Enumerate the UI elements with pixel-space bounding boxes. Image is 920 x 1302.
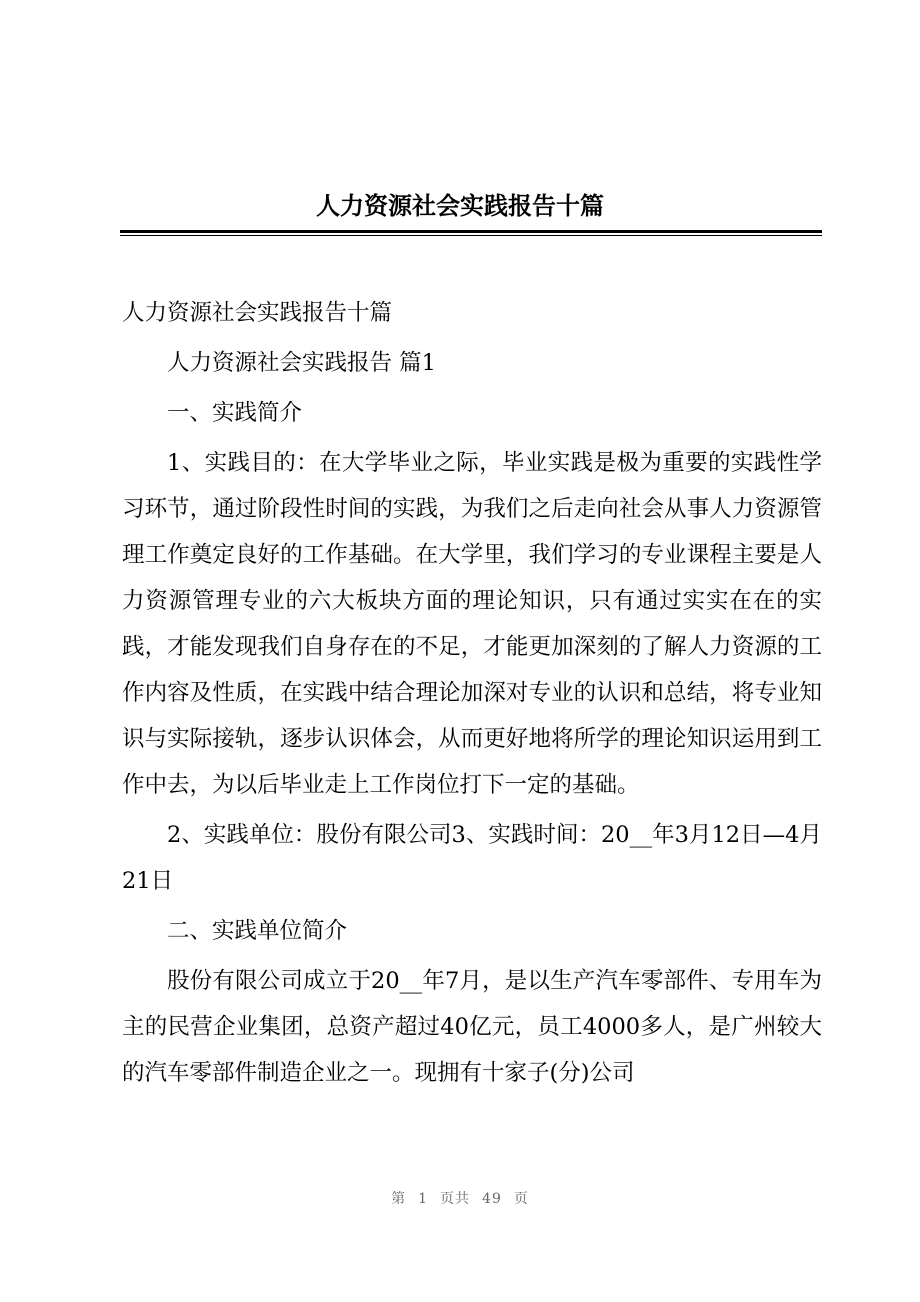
document-body <box>122 290 822 1100</box>
footer-middle: 页共 <box>440 1191 471 1207</box>
footer-suffix: 页 <box>513 1191 529 1207</box>
page-footer <box>0 1188 920 1208</box>
title-rule-thick <box>120 230 822 233</box>
paragraph-subtitle: 人力资源社会实践报告 篇1 <box>167 350 436 376</box>
paragraph-company: 股份有限公司成立于20__年7月，是以生产汽车零部件、专用车为主的民营企业集团，总资产超过40亿元，员工4000多人，是广州较大的汽车零部件制造企业之一。现拥有十家子(分)公司 <box>122 968 822 1086</box>
footer-total-pages: 49 <box>482 1191 502 1207</box>
footer-prefix: 第 <box>391 1191 407 1207</box>
section-heading-2: 二、实践单位简介 <box>167 918 348 944</box>
section-heading-1: 一、实践简介 <box>167 400 303 426</box>
paragraph-purpose: 1、实践目的：在大学毕业之际，毕业实践是极为重要的实践性学习环节，通过阶段性时间的实践，为我们之后走向社会从事人力资源管理工作奠定良好的工作基础。在大学里，我们学习的专业课程主要是人力资源管理专业的六大板块方面的理论知识，只有通过实实在在的实践，才能发现我们自身存在的不足，才能更加深刻的了解人力资源的工作内容及性质，在实践中结合理论加深对专业的认识和总结，将专业知识与实际接轨，逐步认识体会，从而更好地将所学的理论知识运用到工作中去，为以后毕业走上工作岗位打下一定的基础。 <box>122 450 822 798</box>
paragraph-unit-time: 2、实践单位：股份有限公司3、实践时间：20__年3月12日—4月21日 <box>122 822 822 894</box>
footer-page-number: 1 <box>418 1191 429 1207</box>
paragraph-heading: 人力资源社会实践报告十篇 <box>122 300 393 326</box>
title-rule-thin <box>120 235 822 236</box>
document-title: 人力资源社会实践报告十篇 <box>316 191 604 220</box>
